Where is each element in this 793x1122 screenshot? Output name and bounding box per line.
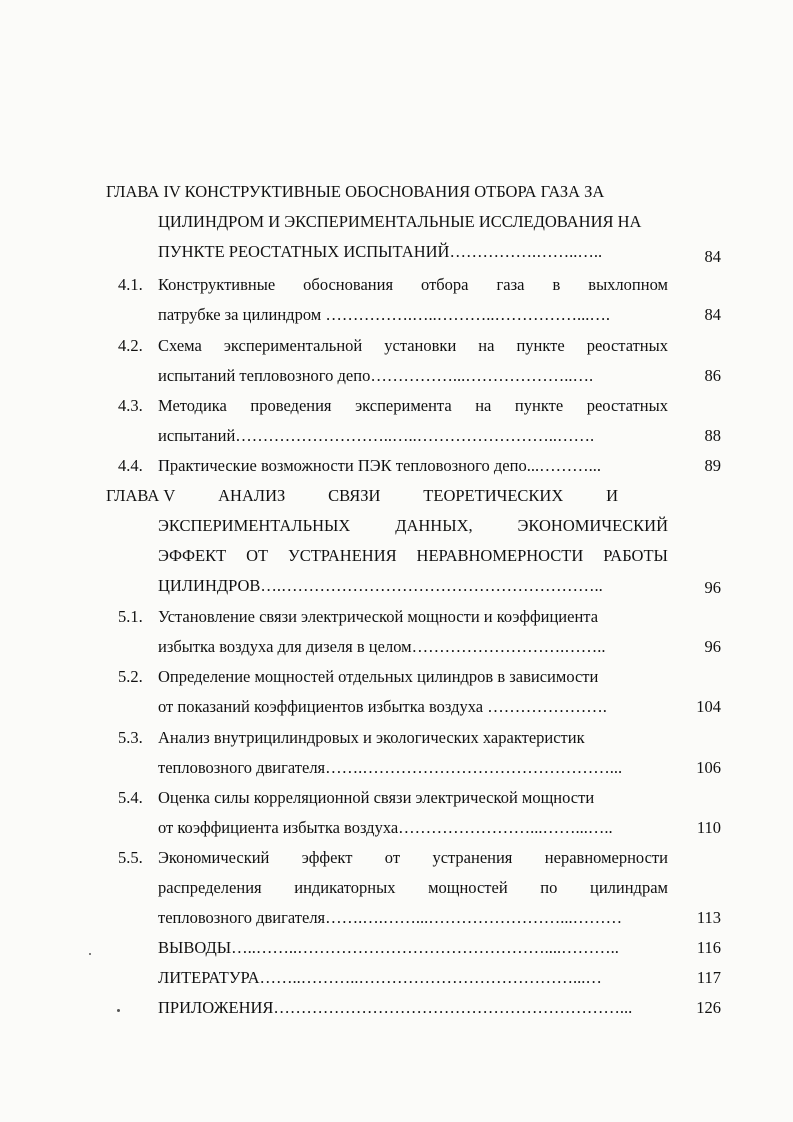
section-4-3-page-number: 88 <box>704 426 721 445</box>
section-4-4-title: Практические возможности ПЭК тепловозного депо...………... <box>158 456 601 475</box>
section-4-1-title-line-1: Конструктивные обоснования отбора газа в выхлопном <box>158 275 668 294</box>
section-5-1-number: 5.1. <box>118 607 143 626</box>
section-5-2-page-number: 104 <box>696 697 721 716</box>
section-4-1-title-line-2: патрубке за цилиндром …………….…..………..……………...…. <box>158 305 610 324</box>
section-4-2-title-line-2: испытаний тепловозного депо……………...………………..…. <box>158 366 594 385</box>
chapter-5-title-line-4: ЦИЛИНДРОВ….………………………………………………….. <box>158 576 603 595</box>
conclusions-entry: ВЫВОДЫ…..……..………………………………………....……….. <box>158 938 619 957</box>
section-5-5-title-line-1: Экономический эффект от устранения неравномерности <box>158 848 668 867</box>
chapter-4-page-number: 84 <box>704 247 721 266</box>
scan-speck <box>117 1009 120 1012</box>
chapter-5-title-line-2: ЭКСПЕРИМЕНТАЛЬНЫХ ДАННЫХ, ЭКОНОМИЧЕСКИЙ <box>158 516 668 535</box>
appendices-entry: ПРИЛОЖЕНИЯ………………………………………………………... <box>158 998 633 1017</box>
section-5-3-title-line-1: Анализ внутрицилиндровых и экологических характеристик <box>158 728 585 747</box>
section-4-2-title-line-1: Схема экспериментальной установки на пункте реостатных <box>158 336 668 355</box>
section-5-4-title-line-2: от коэффициента избытка воздуха……………………...……...….. <box>158 818 613 837</box>
section-5-5-page-number: 113 <box>696 908 721 927</box>
chapter-5-title-line-3: ЭФФЕКТ ОТ УСТРАНЕНИЯ НЕРАВНОМЕРНОСТИ РАБОТЫ <box>158 546 668 565</box>
section-5-3-title-line-2: тепловозного двигателя…….………………………………………... <box>158 758 623 777</box>
section-5-5-title-line-2: распределения индикаторных мощностей по цилиндрам <box>158 878 668 897</box>
section-4-4-page-number: 89 <box>704 456 721 475</box>
section-5-1-title-line-2: избытка воздуха для дизеля в целом……………………….…….. <box>158 637 606 656</box>
chapter-4-title-line-1: ГЛАВА IV КОНСТРУКТИВНЫЕ ОБОСНОВАНИЯ ОТБОРА ГАЗА ЗА <box>106 182 605 201</box>
section-5-2-title-line-1: Определение мощностей отдельных цилиндров в зависимости <box>158 667 599 686</box>
scan-speck <box>89 953 91 955</box>
section-4-2-number: 4.2. <box>118 336 143 355</box>
section-5-5-number: 5.5. <box>118 848 143 867</box>
chapter-4-title-line-2: ЦИЛИНДРОМ И ЭКСПЕРИМЕНТАЛЬНЫЕ ИССЛЕДОВАНИЯ НА <box>158 212 642 231</box>
section-5-4-number: 5.4. <box>118 788 143 807</box>
section-5-4-title-line-1: Оценка силы корреляционной связи электрической мощности <box>158 788 595 807</box>
section-4-2-page-number: 86 <box>704 366 721 385</box>
section-4-3-title-line-1: Методика проведения эксперимента на пункте реостатных <box>158 396 668 415</box>
literature-entry: ЛИТЕРАТУРА……..………..…………………………………...… <box>158 968 602 987</box>
section-5-3-number: 5.3. <box>118 728 143 747</box>
section-5-1-title-line-1: Установление связи электрической мощности и коэффициента <box>158 607 599 626</box>
section-5-1-page-number: 96 <box>704 637 721 656</box>
section-4-3-title-line-2: испытаний………………………..…..……………………..……. <box>158 426 595 445</box>
conclusions-page-number: 116 <box>696 938 721 957</box>
section-4-1-number: 4.1. <box>118 275 143 294</box>
chapter-5-page-number: 96 <box>704 578 721 597</box>
literature-page-number: 117 <box>696 968 721 987</box>
section-4-3-number: 4.3. <box>118 396 143 415</box>
section-4-1-page-number: 84 <box>704 305 721 324</box>
section-5-2-title-line-2: от показаний коэффициентов избытка воздуха …………………. <box>158 697 607 716</box>
section-5-2-number: 5.2. <box>118 667 143 686</box>
chapter-4-title-line-3: ПУНКТЕ РЕОСТАТНЫХ ИСПЫТАНИЙ…………….……..….. <box>158 242 603 261</box>
section-4-4-number: 4.4. <box>118 456 143 475</box>
chapter-5-title-line-1: ГЛАВА V АНАЛИЗ СВЯЗИ ТЕОРЕТИЧЕСКИХ И <box>106 486 618 505</box>
appendices-page-number: 126 <box>696 998 721 1017</box>
section-5-5-title-line-3: тепловозного двигателя…….….……...……………………...……… <box>158 908 623 927</box>
section-5-3-page-number: 106 <box>696 758 721 777</box>
section-5-4-page-number: 110 <box>696 818 721 837</box>
